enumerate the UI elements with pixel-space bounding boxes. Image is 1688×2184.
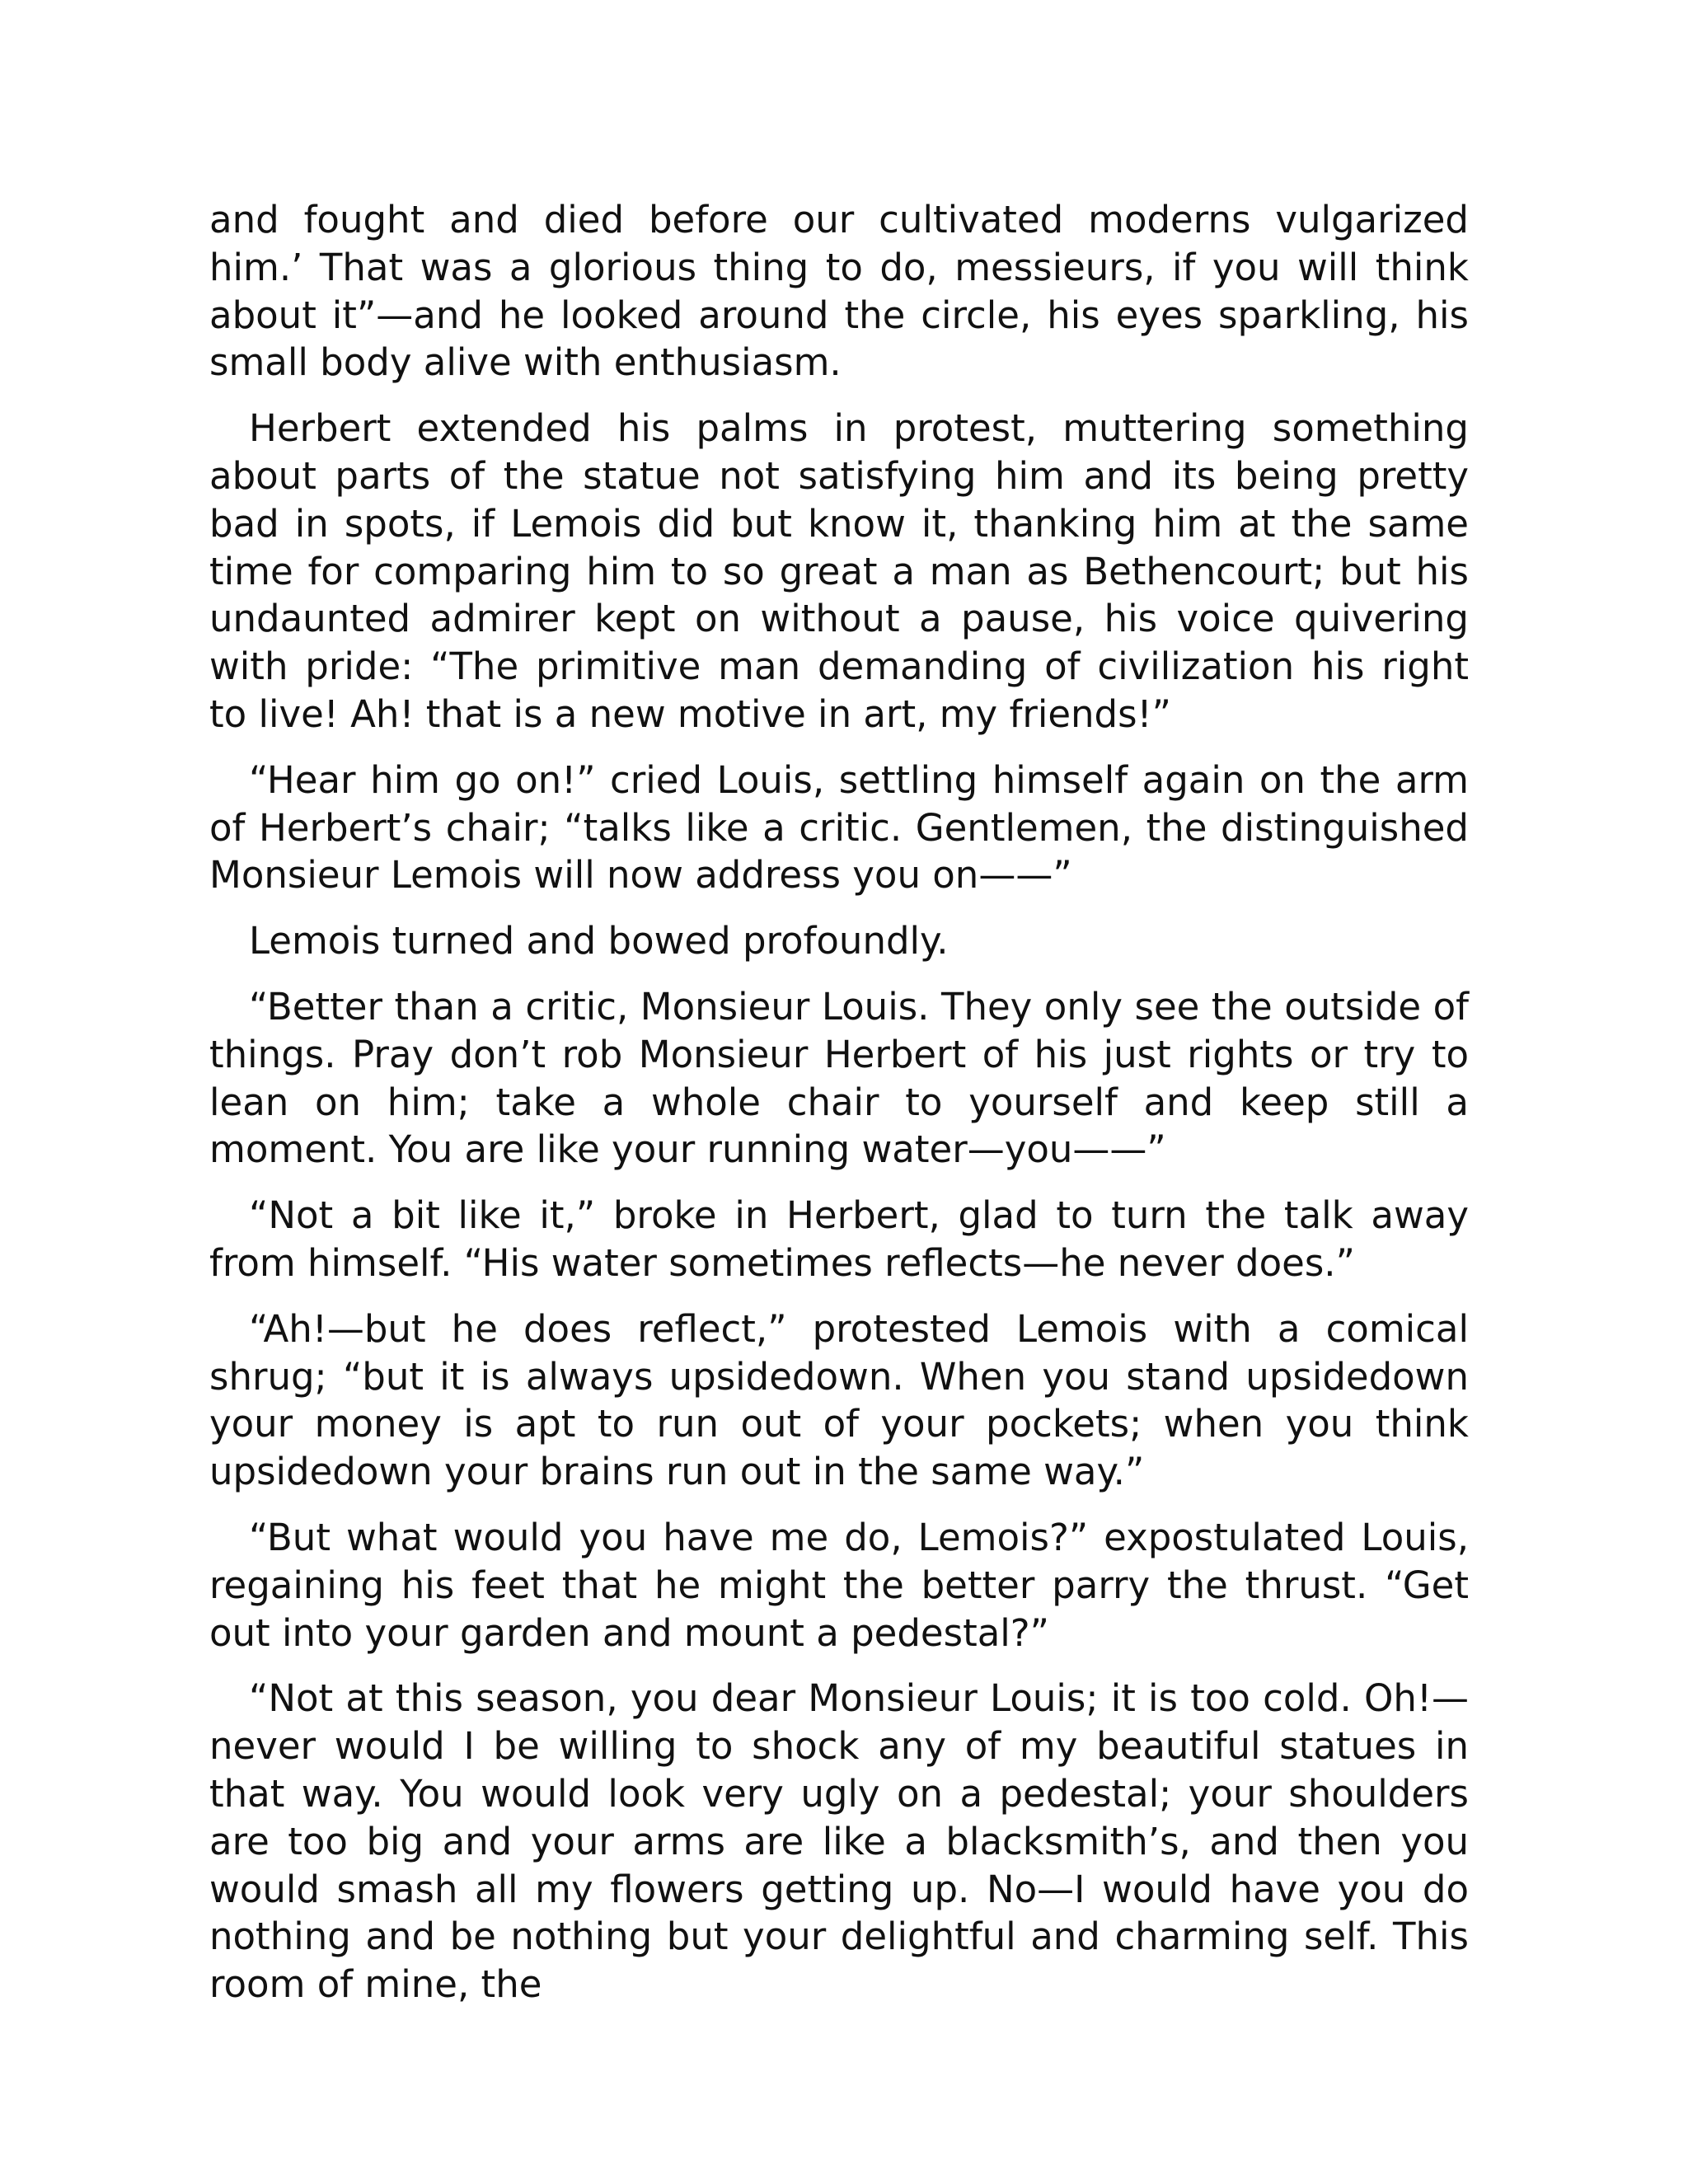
paragraph: and fought and died before our cultivated moderns vulgarized him.’ That was a glorious thing to do, messieurs, if you will think about it”—and he looked around the circle, his eyes sparkling, his small body alive with enthusiasm. — [209, 198, 1469, 385]
paragraph: “Ah!—but he does reflect,” protested Lemois with a comical shrug; “but it is always upsidedown. When you stand upsidedown your money is apt to run out of your pockets; when you think upsidedown your brains run out in the same way.” — [209, 1306, 1469, 1494]
paragraph: Lemois turned and bowed profoundly. — [249, 919, 949, 963]
paragraph: “But what would you have me do, Lemois?” expostulated Louis, regaining his feet that he might the better parry the thrust. “Get out into your garden and mount a pedestal?” — [209, 1515, 1469, 1655]
page-body — [209, 196, 1469, 2027]
paragraph: “Not at this season, you dear Monsieur Louis; it is too cold. Oh!—never would I be willing to shock any of my beautiful statues in that way. You would look very ugly on a pedestal; your shoulders are too big and your arms are like a blacksmith’s, and then you would smash all my flowers getting up. No—I would have you do nothing and be nothing but your delightful and charming self. This room of mine, the — [209, 1676, 1469, 2007]
paragraph: “Better than a critic, Monsieur Louis. They only see the outside of things. Pray don’t rob Monsieur Herbert of his just rights or try to lean on him; take a whole chair to yourself and keep still a moment. You are like your running water—you——” — [209, 984, 1469, 1172]
paragraph: “Hear him go on!” cried Louis, settling himself again on the arm of Herbert’s chair; “talks like a critic. Gentlemen, the distinguished Monsieur Lemois will now address you on——” — [209, 757, 1469, 898]
paragraph: Herbert extended his palms in protest, muttering something about parts of the statue not satisfying him and its being pretty bad in spots, if Lemois did but know it, thanking him at the same time for comparing him to so great a man as Bethencourt; but his undaunted admirer kept on without a pause, his voice quivering with pride: “The primitive man demanding of civilization his right to live! Ah! that is a new motive in art, my friends!” — [209, 406, 1469, 736]
paragraph: “Not a bit like it,” broke in Herbert, glad to turn the talk away from himself. “His water sometimes reflects—he never does.” — [209, 1193, 1469, 1285]
